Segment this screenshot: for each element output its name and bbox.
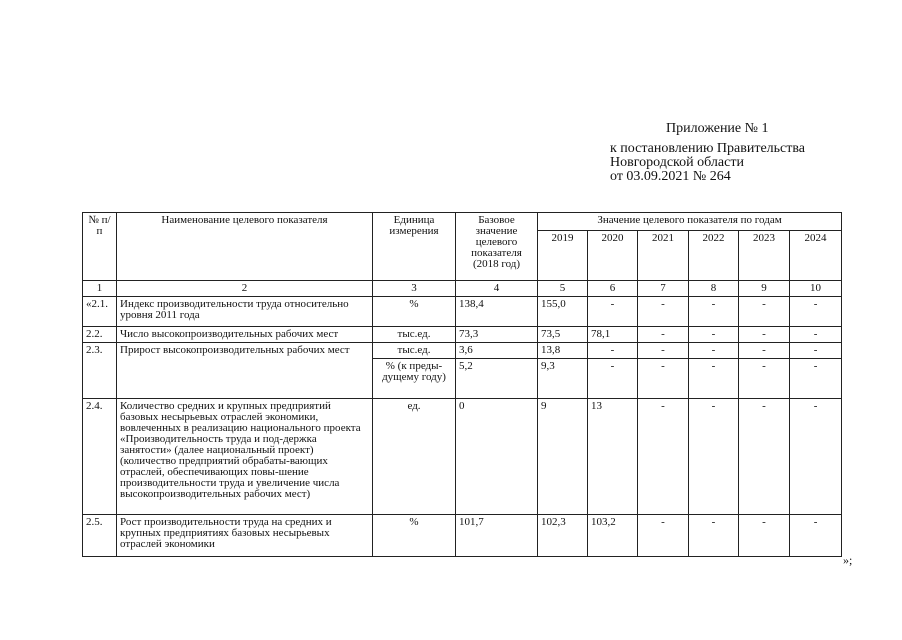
col-number: 2 (117, 281, 373, 297)
row-base: 73,3 (456, 327, 538, 343)
target-indicators-table (82, 212, 842, 557)
table-row (83, 515, 842, 557)
row-value: - (689, 515, 739, 557)
row-value: 73,5 (538, 327, 588, 343)
row-value: - (638, 399, 689, 515)
row-value: 13 (588, 399, 638, 515)
row-unit: % (373, 515, 456, 557)
header-year: 2021 (638, 231, 689, 281)
row-value: - (739, 515, 790, 557)
row-value: 155,0 (538, 297, 588, 327)
col-number: 10 (790, 281, 842, 297)
row-name: Рост производительности труда на средних и крупных предприятиях базовых несырьевых отраслей экономики (117, 515, 373, 557)
row-num: «2.1. (83, 297, 117, 327)
row-value: 13,8 (538, 343, 588, 359)
row-value: - (739, 359, 790, 399)
row-value: - (689, 297, 739, 327)
row-value: - (638, 297, 689, 327)
row-value: - (638, 343, 689, 359)
row-unit: % (к преды-дущему году) (373, 359, 456, 399)
header-year: 2019 (538, 231, 588, 281)
header-year: 2022 (689, 231, 739, 281)
appendix-line-1: к постановлению Правительства (610, 141, 806, 156)
row-value: - (790, 359, 842, 399)
row-num: 2.5. (83, 515, 117, 557)
row-value: - (790, 327, 842, 343)
header-unit: Единица измерения (373, 213, 456, 281)
col-number: 4 (456, 281, 538, 297)
header-year: 2020 (588, 231, 638, 281)
row-value: 78,1 (588, 327, 638, 343)
row-name: Количество средних и крупных предприятий базовых несырьевых отраслей экономики, вовлеченных в реализацию национального проекта «Производительность труда и под-держка занятости» (далее национальный проект) (количество предприятий обрабаты-вающих отраслей, обеспечивающих повы-шение производительности труда и увеличение числа высокопроизводительных рабочих мест) (117, 399, 373, 515)
row-value: - (790, 515, 842, 557)
row-value: - (689, 327, 739, 343)
row-name: Число высокопроизводительных рабочих мест (117, 327, 373, 343)
row-unit: тыс.ед. (373, 343, 456, 359)
col-number: 7 (638, 281, 689, 297)
row-unit: ед. (373, 399, 456, 515)
table-row (83, 399, 842, 515)
appendix-line-3: от 03.09.2021 № 264 (610, 169, 731, 184)
appendix-line-2: Новгородской области (610, 155, 744, 170)
row-num: 2.2. (83, 327, 117, 343)
row-value: - (739, 327, 790, 343)
header-year: 2024 (790, 231, 842, 281)
col-number: 9 (739, 281, 790, 297)
row-name: Прирост высокопроизводительных рабочих мест (117, 343, 373, 399)
header-num: № п/п (83, 213, 117, 281)
row-value: - (638, 327, 689, 343)
row-value: 9,3 (538, 359, 588, 399)
row-num: 2.3. (83, 343, 117, 399)
row-base: 3,6 (456, 343, 538, 359)
row-value: - (588, 359, 638, 399)
row-value: 9 (538, 399, 588, 515)
row-base: 101,7 (456, 515, 538, 557)
row-value: - (689, 343, 739, 359)
row-value: - (790, 343, 842, 359)
row-value: - (790, 399, 842, 515)
header-year: 2023 (739, 231, 790, 281)
col-number: 8 (689, 281, 739, 297)
row-value: - (790, 297, 842, 327)
row-name: Индекс производительности труда относительно уровня 2011 года (117, 297, 373, 327)
header-base: Базовое значение целевого показателя (2018 год) (456, 213, 538, 281)
table-row (83, 327, 842, 343)
row-value: - (689, 399, 739, 515)
row-value: - (638, 359, 689, 399)
row-unit: тыс.ед. (373, 327, 456, 343)
col-number: 1 (83, 281, 117, 297)
row-value: - (739, 399, 790, 515)
row-value: - (638, 515, 689, 557)
header-years-group: Значение целевого показателя по годам (538, 213, 842, 231)
col-number: 5 (538, 281, 588, 297)
col-number: 6 (588, 281, 638, 297)
row-base: 0 (456, 399, 538, 515)
closing-mark: »; (843, 553, 853, 567)
row-base: 5,2 (456, 359, 538, 399)
table-row (83, 297, 842, 327)
row-value: - (739, 343, 790, 359)
row-value: - (588, 297, 638, 327)
row-num: 2.4. (83, 399, 117, 515)
row-base: 138,4 (456, 297, 538, 327)
header-name: Наименование целевого показателя (117, 213, 373, 281)
row-value: - (689, 359, 739, 399)
table-row (83, 343, 842, 359)
row-value: - (588, 343, 638, 359)
col-number: 3 (373, 281, 456, 297)
row-value: - (739, 297, 790, 327)
row-value: 103,2 (588, 515, 638, 557)
row-unit: % (373, 297, 456, 327)
appendix-block (610, 122, 805, 184)
appendix-title: Приложение № 1 (666, 121, 769, 136)
row-value: 102,3 (538, 515, 588, 557)
